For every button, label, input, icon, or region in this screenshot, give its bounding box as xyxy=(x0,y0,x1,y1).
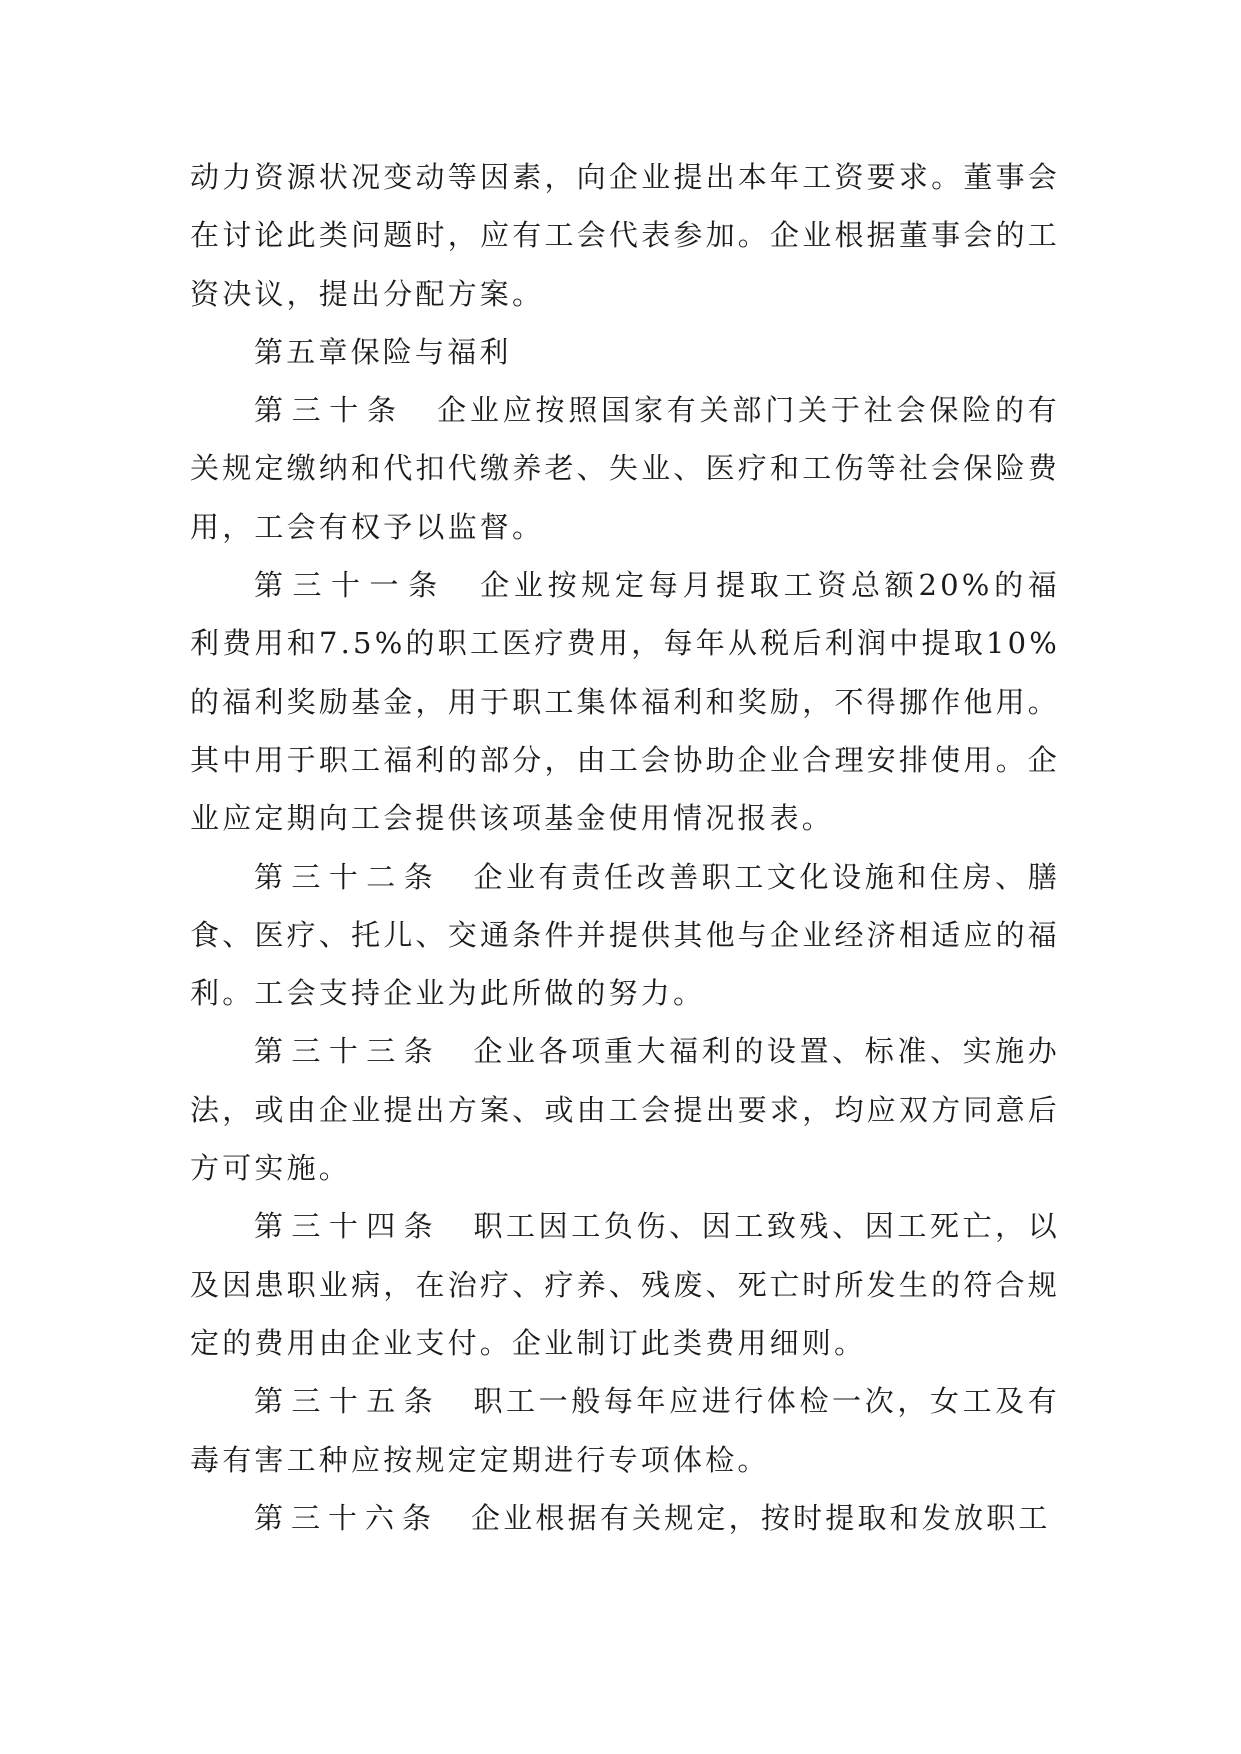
article-text: 企业应按照国家有关部门关于社会保险的有关规定缴纳和代扣代缴养老、失业、医疗和工伤等社会保险费用，工会有权予以监督。 xyxy=(190,393,1060,544)
article-text: 企业按规定每月提取工资总额20%的福利费用和7.5%的职工医疗费用，每年从税后利润中提取10%的福利奖励基金，用于职工集体福利和奖励，不得挪作他用。其中用于职工福利的部分，由工会协助企业合理安排使用。企业应定期向工会提供该项基金使用情况报表。 xyxy=(190,568,1060,836)
article-text: 职工一般每年应进行体检一次，女工及有毒有害工种应按规定定期进行专项体检。 xyxy=(190,1384,1060,1477)
article-34 xyxy=(190,1197,1060,1372)
article-number: 第三十六条 xyxy=(254,1500,440,1535)
article-text: 企业根据有关规定，按时提取和发放职工 xyxy=(471,1500,1051,1535)
article-31 xyxy=(190,556,1060,847)
article-number: 第三十条 xyxy=(254,393,405,428)
chapter-heading: 第五章保险与福利 xyxy=(254,334,512,369)
article-30 xyxy=(190,381,1060,556)
article-text: 企业有责任改善职工文化设施和住房、膳食、医疗、托儿、交通条件并提供其他与企业经济相适应的福利。工会支持企业为此所做的努力。 xyxy=(190,859,1060,1011)
article-33 xyxy=(190,1022,1060,1197)
continuation-paragraph: 动力资源状况变动等因素，向企业提出本年工资要求。董事会在讨论此类问题时，应有工会代表参加。企业根据董事会的工资决议，提出分配方案。 xyxy=(190,160,1060,311)
article-32 xyxy=(190,848,1060,1023)
article-text: 职工因工负伤、因工致残、因工死亡，以及因患职业病，在治疗、疗养、残废、死亡时所发生的符合规定的费用由企业支付。企业制订此类费用细则。 xyxy=(190,1209,1060,1360)
article-number: 第三十三条 xyxy=(254,1034,442,1069)
document-page xyxy=(190,148,1060,1547)
article-number: 第三十四条 xyxy=(254,1209,442,1244)
article-number: 第三十五条 xyxy=(254,1384,442,1419)
article-number: 第三十二条 xyxy=(254,859,442,894)
article-36 xyxy=(190,1489,1060,1547)
article-number: 第三十一条 xyxy=(254,568,447,603)
article-text: 企业各项重大福利的设置、标准、实施办法，或由企业提出方案、或由工会提出要求，均应双方同意后方可实施。 xyxy=(190,1034,1060,1186)
article-35 xyxy=(190,1372,1060,1489)
